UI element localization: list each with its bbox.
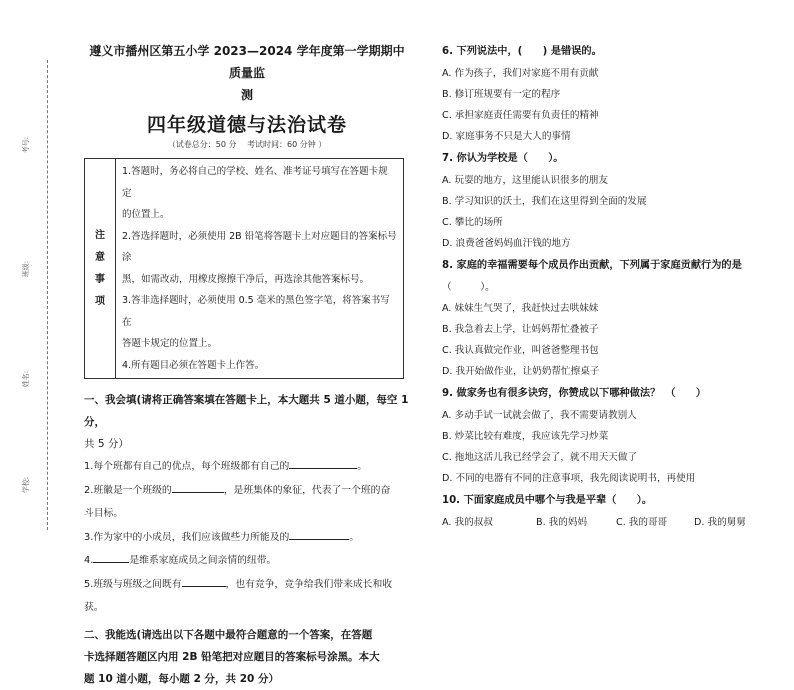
binding-field-name: 姓名: bbox=[22, 370, 30, 388]
question-8-option: C. 我认真做完作业，叫爸爸整理书包 bbox=[442, 345, 599, 356]
exam-meta: （试卷总分：50 分 考试时间：60 分钟 ） bbox=[167, 140, 327, 149]
notice-item: 的位置上。 bbox=[122, 209, 170, 220]
question-6-option: A. 作为孩子，我们对家庭不用有贡献 bbox=[442, 68, 599, 79]
notice-item: 4.所有题目必须在答题卡上作答。 bbox=[122, 359, 265, 371]
question-10-option: C. 我的哥哥 bbox=[616, 517, 668, 528]
binding-field-school: 学校: bbox=[22, 476, 30, 494]
section-1-heading: 一、我会填(请将正确答案填在答题卡上，本大题共 5 道小题，每空 1 分， 共 5 分） bbox=[84, 394, 409, 450]
question-8-option: A. 妹妹生气哭了，我赶快过去哄妹妹 bbox=[442, 303, 599, 314]
question-7-stem: 7. 你认为学校是（ ）。 bbox=[442, 153, 564, 164]
binding-cut-line bbox=[47, 60, 48, 530]
answer-blank bbox=[182, 576, 226, 587]
question-10-option: D. 我的舅舅 bbox=[694, 517, 746, 528]
question-10-options bbox=[442, 512, 772, 533]
binding-strip bbox=[0, 0, 64, 562]
question-3: 3.作为家中的小成员，我们应该做些力所能及的 。 bbox=[84, 526, 410, 550]
question-1: 1.每个班都有自己的优点，每个班级都有自己的 。 bbox=[84, 455, 410, 479]
exam-title: 四年级道德与法治试卷 bbox=[146, 114, 347, 136]
school-line-2: 测 bbox=[240, 88, 253, 102]
notice-label: 注 意 事 项 bbox=[85, 159, 116, 378]
question-10-option: A. 我的叔叔 bbox=[442, 517, 493, 528]
notice-item: 黑，如需改动，用橡皮擦擦干净后，再选涂其他答案标号。 bbox=[122, 273, 370, 285]
answer-blank bbox=[172, 482, 224, 493]
question-8-option: B. 我急着去上学，让妈妈帮忙叠被子 bbox=[442, 324, 599, 335]
question-6-stem: 6. 下列说法中，( ) 是错误的。 bbox=[442, 46, 602, 57]
right-column bbox=[442, 40, 772, 533]
question-2-cont: 斗目标。 bbox=[84, 508, 124, 519]
question-7-option: A. 玩耍的地方，这里能认识很多的朋友 bbox=[442, 175, 608, 186]
question-10-stem: 10. 下面家庭成员中哪个与我是平辈（ ）。 bbox=[442, 495, 653, 506]
answer-blank bbox=[93, 552, 129, 563]
question-6-option: B. 修订班规要有一定的程序 bbox=[442, 89, 561, 100]
question-10-option: B. 我的妈妈 bbox=[536, 517, 588, 528]
binding-field-exam-number: 考号: bbox=[22, 136, 30, 154]
notice-item: 答题卡规定的位置上。 bbox=[122, 338, 218, 349]
notice-box bbox=[84, 158, 404, 379]
answer-blank bbox=[289, 458, 357, 469]
question-9-option: B. 炒菜比较有难度，我应该先学习炒菜 bbox=[442, 431, 609, 442]
question-2: 2.班徽是一个班级的 ，是班集体的象征，代表了一个班的奋 bbox=[84, 479, 410, 503]
question-5-cont: 获。 bbox=[84, 602, 104, 613]
question-5: 5.班级与班级之间既有 ，也有竞争，竞争给我们带来成长和收 bbox=[84, 573, 410, 597]
question-9-stem: 9. 做家务也有很多诀窍，你赞成以下哪种做法？ （ ） bbox=[442, 388, 707, 399]
question-8-stem-cont: （ ）。 bbox=[442, 282, 495, 293]
question-9-option: D. 不同的电器有不同的注意事项，我先阅读说明书，再使用 bbox=[442, 473, 696, 484]
question-6-option: C. 承担家庭责任需要有负责任的精神 bbox=[442, 110, 599, 121]
binding-field-class: 班级: bbox=[22, 260, 30, 278]
question-8-stem: 8. 家庭的幸福需要每个成员作出贡献，下列属于家庭贡献行为的是 bbox=[442, 260, 742, 271]
question-6-option: D. 家庭事务不只是大人的事情 bbox=[442, 131, 571, 142]
question-4: 4. 是维系家庭成员之间亲情的纽带。 bbox=[84, 549, 410, 573]
question-7-option: C. 攀比的场所 bbox=[442, 217, 503, 228]
school-line bbox=[84, 40, 410, 106]
school-line-1: 遵义市播州区第五小学 2023—2024 学年度第一学期期中质量监 bbox=[89, 44, 405, 80]
notice-item: 2.答选择题时，必须使用 2B 铅笔将答题卡上对应题目的答案标号涂 bbox=[122, 230, 397, 263]
question-9-option: A. 多动手试一试就会做了，我不需要请教别人 bbox=[442, 410, 637, 421]
notice-item: 1.答题时，务必将自己的学校、姓名、准考证号填写在答题卡规定 bbox=[122, 166, 388, 199]
answer-blank bbox=[289, 529, 349, 540]
question-7-option: B. 学习知识的沃土，我们在这里得到全面的发展 bbox=[442, 196, 647, 207]
question-7-option: D. 浪费爸爸妈妈血汗钱的地方 bbox=[442, 238, 571, 249]
notice-item: 3.答非选择题时，必须使用 0.5 毫米的黑色签字笔，将答案书写在 bbox=[122, 295, 390, 328]
question-9-option: C. 拖地这活儿我已经学会了，就不用天天做了 bbox=[442, 452, 638, 463]
notice-items bbox=[116, 159, 403, 378]
question-8-option: D. 我开始做作业，让奶奶帮忙擦桌子 bbox=[442, 366, 600, 377]
section-2-heading: 二、我能选(请选出以下各题中最符合题意的一个答案，在答题 卡选择题答题区内用 2B 铅笔把对应题目的答案标号涂黑。本大 题 10 道小题，每小题 2 分，共 20 分） bbox=[84, 628, 380, 685]
left-column bbox=[84, 40, 410, 690]
